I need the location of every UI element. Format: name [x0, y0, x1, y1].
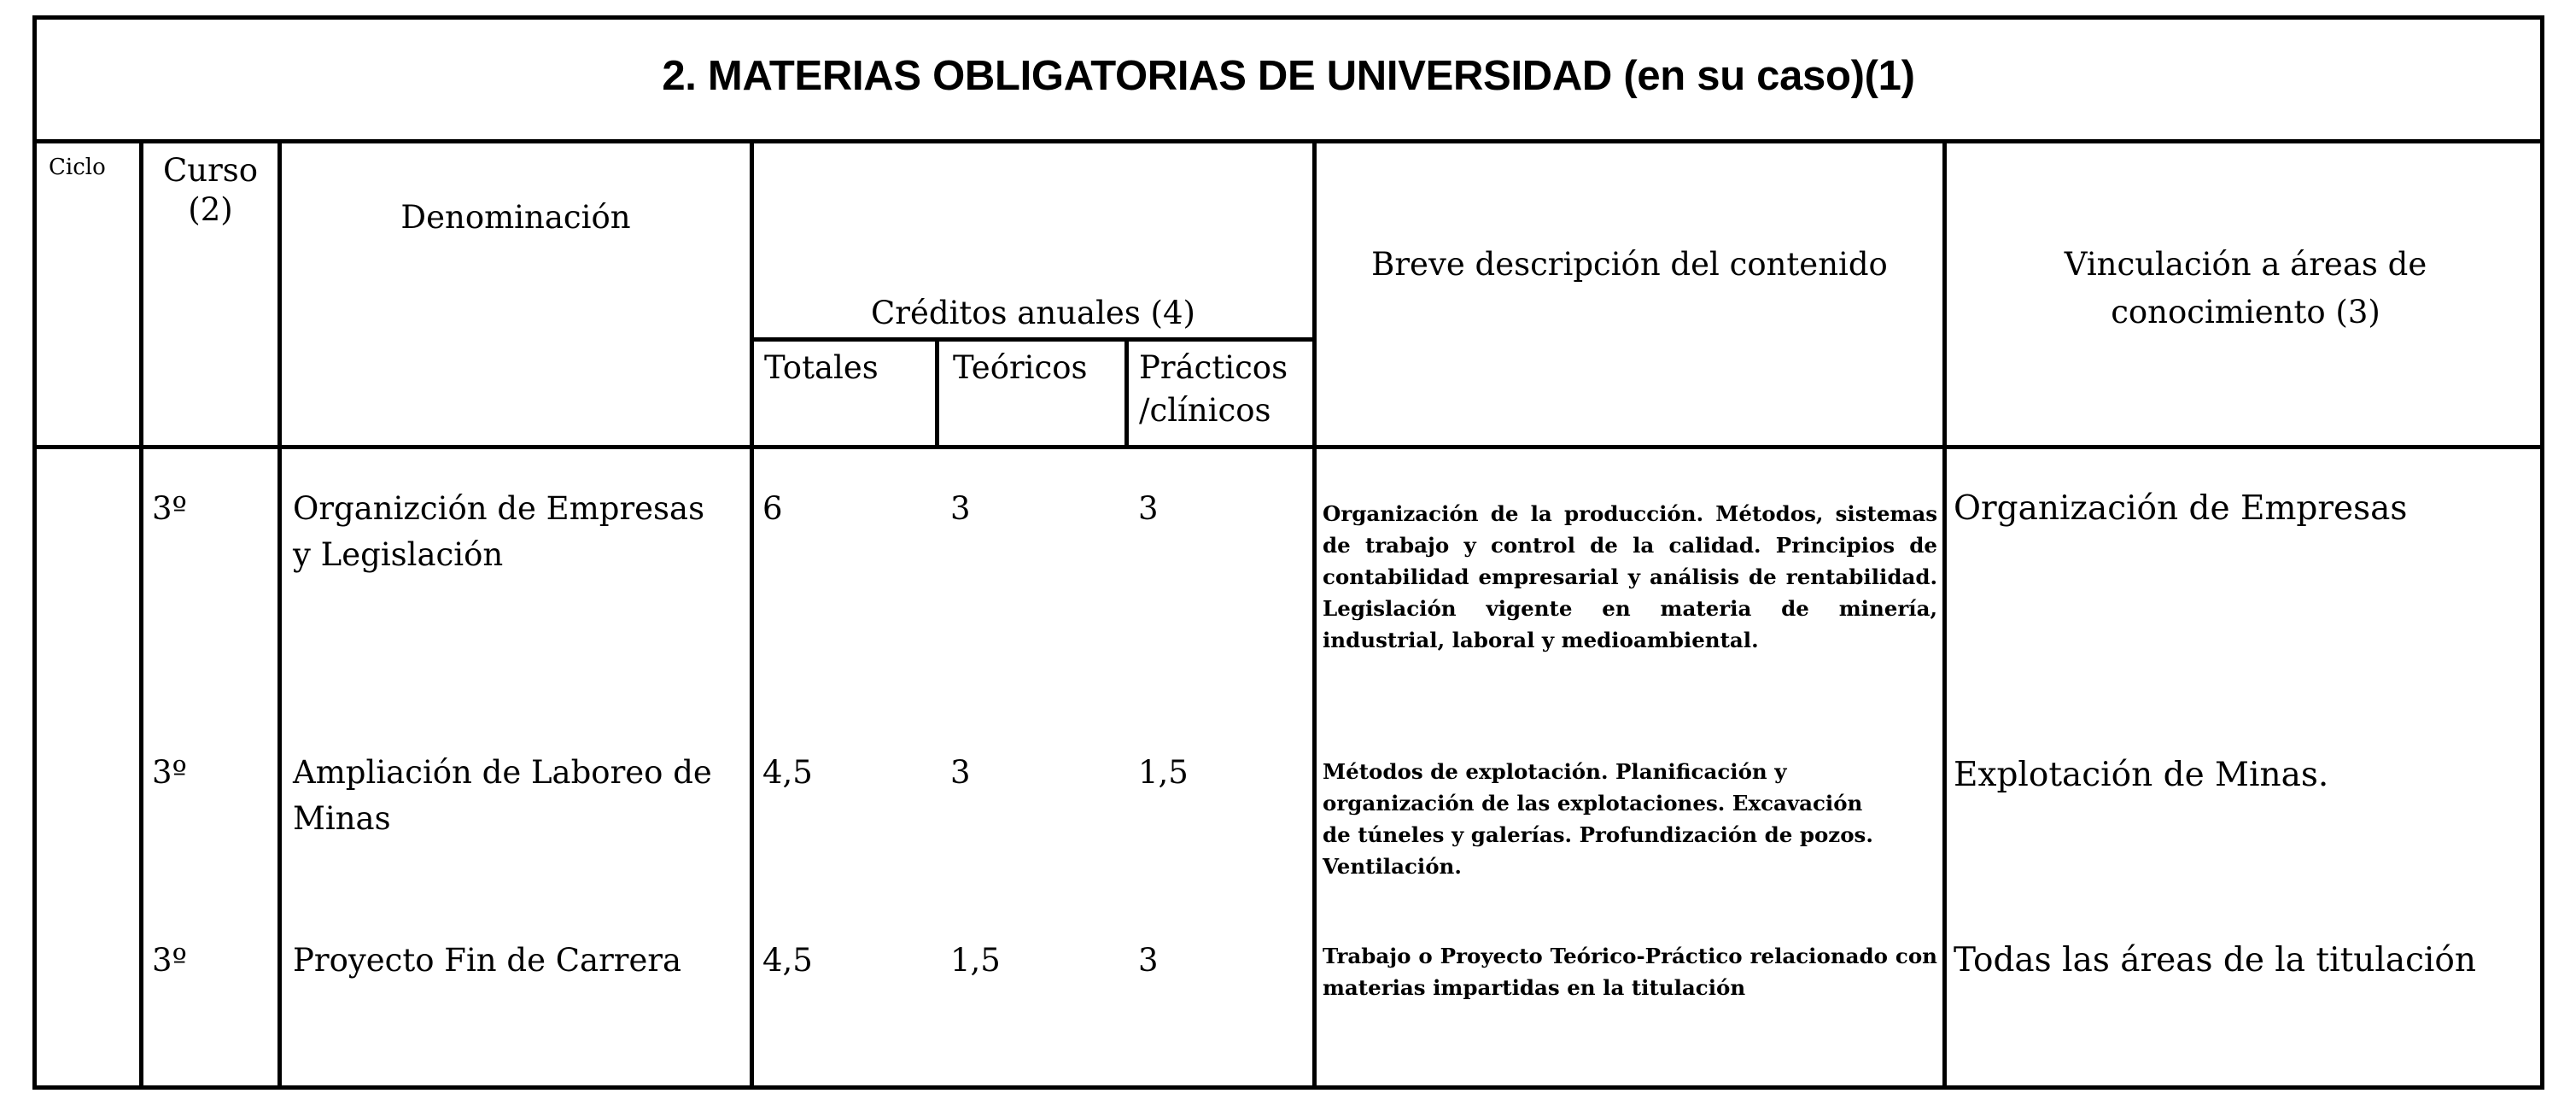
- row1-area: Organización de Empresas: [1954, 489, 2408, 528]
- header-totales: Totales: [764, 349, 879, 386]
- row3-practicos: 3: [1138, 942, 1159, 979]
- column-divider: [139, 143, 143, 1085]
- row3-teoricos: 1,5: [950, 942, 1001, 979]
- header-practicos-line1: Prácticos: [1139, 349, 1288, 386]
- column-divider: [277, 143, 282, 1085]
- header-descripcion: Breve descripción del contenido: [1371, 246, 1888, 283]
- row2-practicos: 1,5: [1138, 754, 1189, 791]
- row3-denominacion: [293, 938, 745, 984]
- row2-denominacion: [293, 750, 745, 842]
- row1-teoricos: 3: [950, 490, 971, 527]
- column-divider: [935, 337, 939, 449]
- row2-area: Explotación de Minas.: [1954, 756, 2329, 794]
- row3-curso: 3º: [152, 942, 187, 979]
- document-table: [32, 15, 2544, 1090]
- row2-denominacion-line1: Ampliación de Laboreo de: [293, 754, 712, 791]
- header-vinculacion-line1: Vinculación a áreas de: [2064, 246, 2427, 283]
- header-vinculacion-line2: conocimiento (3): [2111, 294, 2380, 330]
- header-vinculacion: [1947, 242, 2544, 336]
- row2-teoricos: 3: [950, 754, 971, 791]
- header-curso-line2: (2): [188, 191, 233, 228]
- column-divider: [750, 143, 754, 1085]
- row-divider: [750, 337, 1317, 342]
- row3-area: Todas las áreas de la titulación: [1954, 941, 2477, 979]
- row3-totales: 4,5: [762, 942, 813, 979]
- row1-denominacion: [293, 486, 745, 578]
- row1-totales: 6: [762, 490, 783, 527]
- page-title: 2. MATERIAS OBLIGATORIAS DE UNIVERSIDAD (en su caso)(1): [37, 20, 2540, 143]
- header-ciclo: Ciclo: [49, 155, 106, 180]
- column-divider: [1124, 337, 1129, 449]
- row3-descripcion: Trabajo o Proyecto Teórico-Práctico relacionado con materias impartidas en la titulación: [1323, 944, 1937, 1000]
- row1-descripcion: Organización de la producción. Métodos, sistemas de trabajo y control de la calidad. Principios de contabilidad empresarial y análisis de rentabilidad. Legislación vigente en materia de minería, industrial, laboral y medioambiental.: [1323, 501, 1937, 652]
- header-teoricos: Teóricos: [953, 349, 1088, 386]
- row1-curso: 3º: [152, 490, 187, 527]
- row2-descripcion: Métodos de explotación. Planificación y organización de las explotaciones. Excavación de túneles y galerías. Profundización de pozos. Ventilación.: [1323, 759, 1873, 879]
- header-curso: [143, 148, 277, 233]
- row3-denominacion-line1: Proyecto Fin de Carrera: [293, 942, 682, 979]
- header-practicos: [1139, 345, 1288, 434]
- row2-curso: 3º: [152, 754, 187, 791]
- row1-denominacion-line1: Organizción de Empresas: [293, 490, 705, 527]
- row2-totales: 4,5: [762, 754, 813, 791]
- header-creditos: Créditos anuales (4): [871, 295, 1195, 331]
- row1-practicos: 3: [1138, 490, 1159, 527]
- row1-denominacion-line2: y Legislación: [293, 536, 504, 573]
- row2-denominacion-line2: Minas: [293, 800, 391, 837]
- header-denominacion: Denominación: [400, 199, 631, 236]
- header-curso-line1: Curso: [162, 152, 259, 189]
- header-practicos-line2: /clínicos: [1139, 392, 1271, 429]
- header-bottom-line: [37, 445, 2540, 449]
